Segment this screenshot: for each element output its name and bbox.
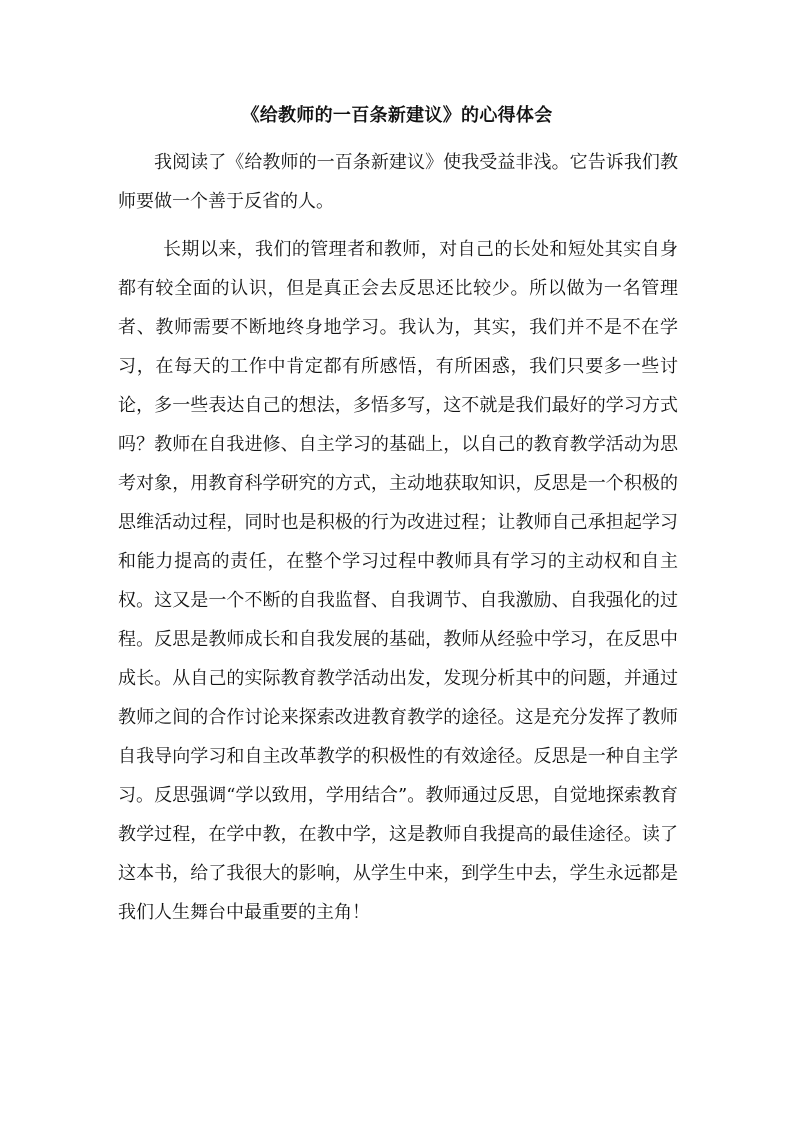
document-body [118, 143, 678, 932]
document-title: 《给教师的一百条新建议》的心得体会 [241, 105, 553, 126]
paragraph-main: 长期以来，我们的管理者和教师，对自己的长处和短处其实自身都有较全面的认识，但是真正会去反思还比较少。所以做为一名管理者、教师需要不断地终身地学习。我认为，其实，我们并不是不在学习，在每天的工作中肯定都有所感悟，有所困惑，我们只要多一些讨论，多一些表达自己的想法，多悟多写，这不就是我们最好的学习方式吗？教师在自我进修、自主学习的基础上，以自己的教育教学活动为思考对象，用教育科学研究的方式，主动地获取知识，反思是一个积极的思维活动过程，同时也是积极的行为改进过程；让教师自己承担起学习和能力提高的责任，在整个学习过程中教师具有学习的主动权和自主权。这又是一个不断的自我监督、自我调节、自我激励、自我强化的过程。反思是教师成长和自我发展的基础，教师从经验中学习，在反思中成长。从自己的实际教育教学活动出发，发现分析其中的问题，并通过教师之间的合作讨论来探索改进教育教学的途径。这是充分发挥了教师自我导向学习和自主改革教学的积极性的有效途径。反思是一种自主学习。反思强调“学以致用，学用结合”。教师通过反思，自觉地探索教育教学过程，在学中教，在教中学，这是教师自我提高的最佳途径。读了这本书，给了我很大的影响，从学生中来，到学生中去，学生永远都是我们人生舞台中最重要的主角！ [118, 239, 678, 923]
paragraph-intro: 我阅读了《给教师的一百条新建议》使我受益非浅。它告诉我们教师要做一个善于反省的人。 [118, 152, 678, 212]
